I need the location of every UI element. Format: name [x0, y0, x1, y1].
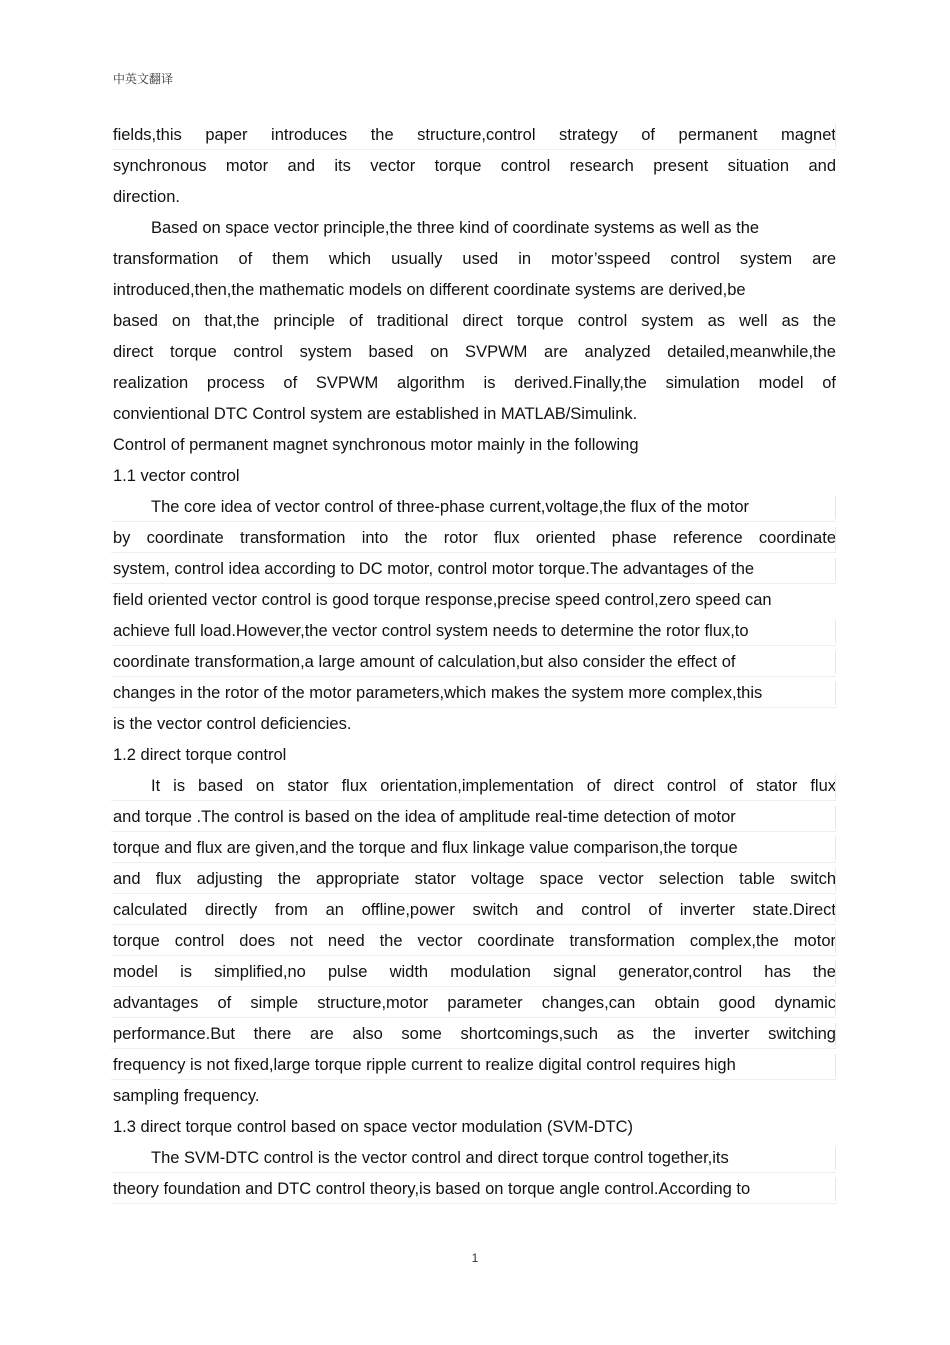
text-line: changes in the rotor of the motor parameters,which makes the system more complex,this [113, 678, 836, 709]
text-line: performance.But there are also some shortcomings,such as the inverter switching [113, 1019, 836, 1050]
text-line: fields,this paper introduces the structure,control strategy of permanent magnet [113, 120, 836, 151]
text-line: Control of permanent magnet synchronous motor mainly in the following [113, 436, 639, 454]
text-line: transformation of them which usually used in motor’sspeed control system are [113, 250, 836, 268]
text-line: is the vector control deficiencies. [113, 715, 352, 733]
text-line: achieve full load.However,the vector control system needs to determine the rotor flux,to [113, 616, 836, 647]
text-line: and flux adjusting the appropriate stator voltage space vector selection table switch [113, 864, 836, 895]
section-heading: 1.3 direct torque control based on space vector modulation (SVM-DTC) [113, 1118, 633, 1136]
section-heading: 1.1 vector control [113, 467, 240, 485]
text-line: The core idea of vector control of three-phase current,voltage,the flux of the motor [113, 492, 836, 523]
text-line: synchronous motor and its vector torque control research present situation and [113, 157, 836, 175]
text-line: realization process of SVPWM algorithm is derived.Finally,the simulation model of [113, 374, 836, 392]
text-line: system, control idea according to DC motor, control motor torque.The advantages of the [113, 554, 836, 585]
text-line: torque and flux are given,and the torque and flux linkage value comparison,the torque [113, 833, 836, 864]
page-number: 1 [471, 1251, 479, 1265]
text-line: It is based on stator flux orientation,implementation of direct control of stator flux [113, 771, 836, 802]
text-line: by coordinate transformation into the rotor flux oriented phase reference coordinate [113, 523, 836, 554]
text-line: calculated directly from an offline,power switch and control of inverter state.Direct [113, 895, 836, 926]
text-line: coordinate transformation,a large amount of calculation,but also consider the effect of [113, 647, 836, 678]
text-line: field oriented vector control is good torque response,precise speed control,zero speed can [113, 591, 772, 609]
text-line: and torque .The control is based on the idea of amplitude real-time detection of motor [113, 802, 836, 833]
text-line: model is simplified,no pulse width modulation signal generator,control has the [113, 957, 836, 988]
body-text [113, 120, 836, 1205]
text-line: direct torque control system based on SVPWM are analyzed detailed,meanwhile,the [113, 343, 836, 361]
text-line: convientional DTC Control system are established in MATLAB/Simulink. [113, 405, 638, 423]
text-line: direction. [113, 188, 180, 206]
text-line: The SVM-DTC control is the vector control and direct torque control together,its [113, 1143, 836, 1174]
text-line: introduced,then,the mathematic models on different coordinate systems are derived,be [113, 281, 746, 299]
text-line: torque control does not need the vector coordinate transformation complex,the motor [113, 926, 836, 957]
text-line: based on that,the principle of traditional direct torque control system as well as the [113, 312, 836, 330]
page-header: 中英文翻译 [113, 72, 174, 86]
section-heading: 1.2 direct torque control [113, 746, 287, 764]
text-line: advantages of simple structure,motor parameter changes,can obtain good dynamic [113, 988, 836, 1019]
text-line: theory foundation and DTC control theory,is based on torque angle control.According to [113, 1174, 836, 1205]
text-line: Based on space vector principle,the three kind of coordinate systems as well as the [151, 219, 760, 237]
text-line: frequency is not fixed,large torque ripple current to realize digital control requires high [113, 1050, 836, 1081]
text-line: sampling frequency. [113, 1087, 260, 1105]
